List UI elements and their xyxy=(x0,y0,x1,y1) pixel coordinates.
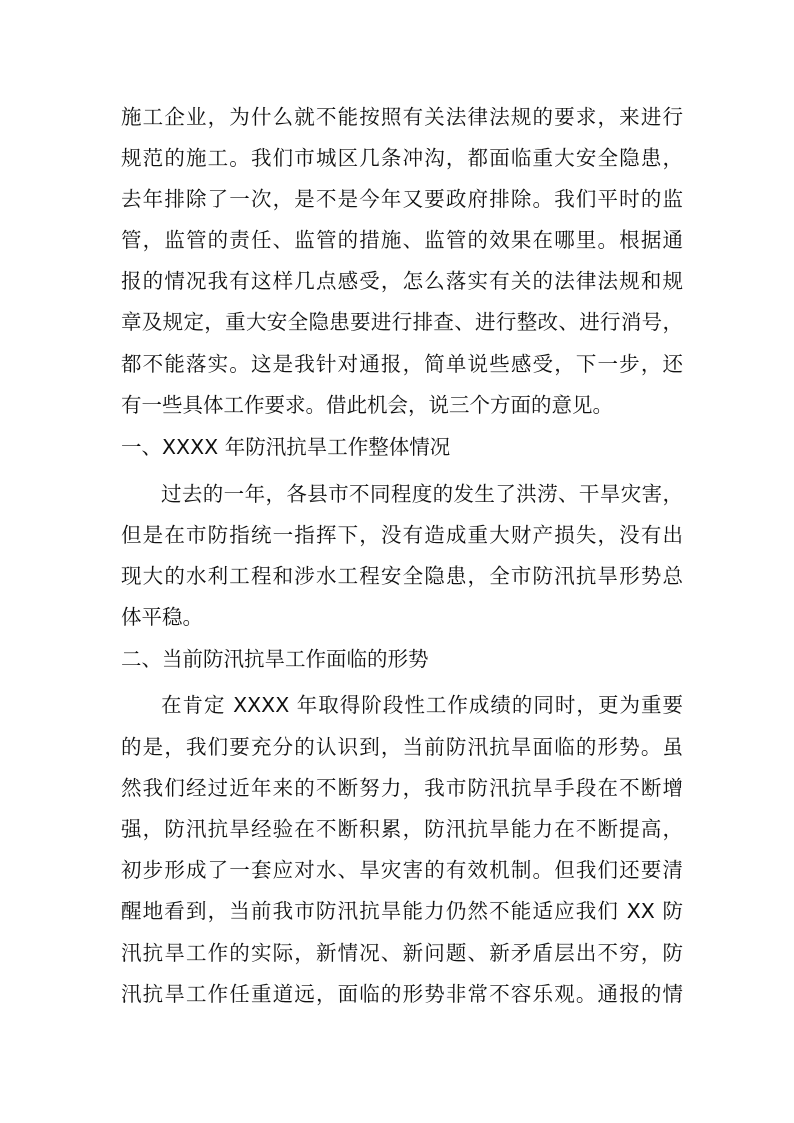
body-text-line: 然我们经过近年来的不断努力，我市防汛抗旱手段在不断增 xyxy=(121,776,683,800)
body-text-line: 都不能落实。这是我针对通报，简单说些感受，下一步，还 xyxy=(121,352,683,376)
body-text-line: 施工企业，为什么就不能按照有关法律法规的要求，来进行 xyxy=(121,105,683,129)
body-text-line: 汛抗旱工作的实际，新情况、新问题、新矛盾层出不穷，防 xyxy=(121,941,683,965)
body-text-line: 初步形成了一套应对水、旱灾害的有效机制。但我们还要清 xyxy=(121,858,683,882)
body-text-line: 汛抗旱工作任重道远，面临的形势非常不容乐观。通报的情 xyxy=(121,982,683,1006)
body-text-line: 醒地看到，当前我市防汛抗旱能力仍然不能适应我们 XX 防 xyxy=(121,899,683,923)
body-text-line: 强，防汛抗旱经验在不断积累，防汛抗旱能力在不断提高， xyxy=(121,817,683,841)
section-heading: 一、XXXX 年防汛抗旱工作整体情况 xyxy=(121,435,451,459)
body-text-line: 体平稳。 xyxy=(121,605,203,629)
body-text-line: 规范的施工。我们市城区几条冲沟，都面临重大安全隐患， xyxy=(121,146,683,170)
body-text-line: 过去的一年，各县市不同程度的发生了洪涝、干旱灾害， xyxy=(161,482,683,506)
body-text-line: 去年排除了一次，是不是今年又要政府排除。我们平时的监 xyxy=(121,187,683,211)
body-text-line: 现大的水利工程和涉水工程安全隐患，全市防汛抗旱形势总 xyxy=(121,564,683,588)
body-text-line: 在肯定 XXXX 年取得阶段性工作成绩的同时，更为重要 xyxy=(161,693,683,717)
section-heading: 二、当前防汛抗旱工作面临的形势 xyxy=(121,647,429,671)
body-text-line: 章及规定，重大安全隐患要进行排查、进行整改、进行消号， xyxy=(121,310,683,334)
body-text-line: 的是，我们要充分的认识到，当前防汛抗旱面临的形势。虽 xyxy=(121,735,683,759)
body-text-line: 但是在市防指统一指挥下，没有造成重大财产损失，没有出 xyxy=(121,523,683,547)
body-text-line: 管，监管的责任、监管的措施、监管的效果在哪里。根据通 xyxy=(121,228,683,252)
body-text-line: 有一些具体工作要求。借此机会，说三个方面的意见。 xyxy=(121,393,613,417)
body-text-line: 报的情况我有这样几点感受，怎么落实有关的法律法规和规 xyxy=(121,269,683,293)
